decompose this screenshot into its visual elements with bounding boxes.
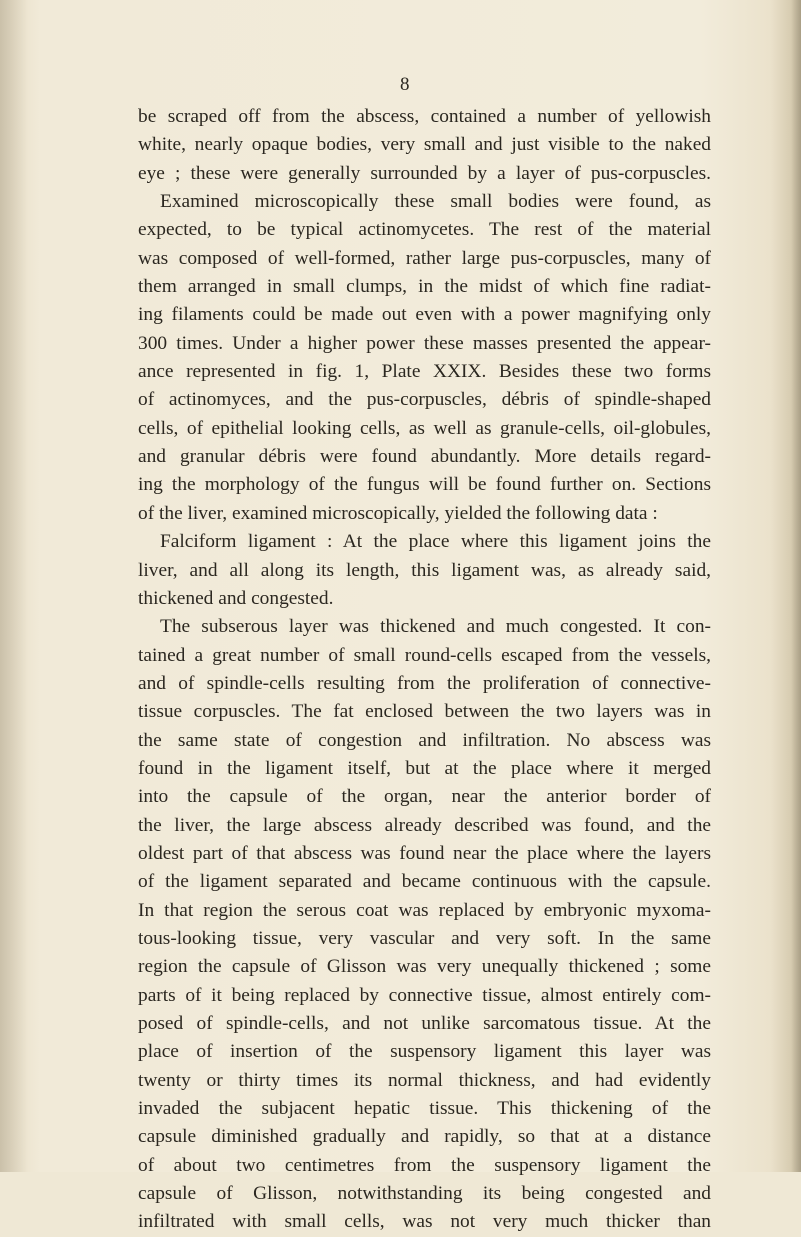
text-line: be scraped off from the abscess, contained a number of yellowish xyxy=(138,106,711,127)
text-line: them arranged in small clumps, in the midst of which fine radiat- xyxy=(138,276,711,298)
page-spine-shadow xyxy=(0,0,28,1172)
text-line: cells, of epithelial looking cells, as well as granule-cells, oil-globules, xyxy=(138,417,711,439)
text-line: of actinomyces, and the pus-corpuscles, débris of spindle-shaped xyxy=(138,389,711,411)
text-line: tissue corpuscles. The fat enclosed between the two layers was in xyxy=(138,701,711,723)
body-text xyxy=(138,103,711,1237)
text-line: found in the ligament itself, but at the place where it merged xyxy=(138,757,711,779)
text-line: ing the morphology of the fungus will be found further on. Sections xyxy=(138,474,711,496)
text-line: twenty or thirty times its normal thickness, and had evidently xyxy=(138,1069,711,1091)
page-number: 8 xyxy=(400,74,410,95)
text-line: thickened and congested. xyxy=(138,587,334,609)
text-line: In that region the serous coat was replaced by embryonic myxoma- xyxy=(138,899,711,921)
text-line: liver, and all along its length, this ligament was, as already said, xyxy=(138,559,711,581)
text-line: parts of it being replaced by connective tissue, almost entirely com- xyxy=(138,984,711,1006)
text-line: ing filaments could be made out even with a power magnifying only xyxy=(138,304,711,326)
text-line: capsule diminished gradually and rapidly, so that at a distance xyxy=(138,1126,711,1148)
text-line: 300 times. Under a higher power these masses presented the appear- xyxy=(138,332,711,354)
text-line: ance represented in fig. 1, Plate XXIX. Besides these two forms xyxy=(138,361,711,383)
text-line: Falciform ligament : At the place where this ligament joins the xyxy=(160,531,711,553)
text-line: was composed of well-formed, rather large pus-corpuscles, many of xyxy=(138,247,711,269)
text-line: The subserous layer was thickened and much congested. It con- xyxy=(160,616,711,638)
text-line: Examined microscopically these small bodies were found, as xyxy=(160,191,711,213)
text-line: expected, to be typical actinomycetes. The rest of the material xyxy=(138,219,711,241)
text-line: of about two centimetres from the suspensory ligament the xyxy=(138,1154,711,1176)
text-line: region the capsule of Glisson was very unequally thickened ; some xyxy=(138,956,711,978)
text-line: tained a great number of small round-cells escaped from the vessels, xyxy=(138,644,711,666)
text-line: and of spindle-cells resulting from the proliferation of connective- xyxy=(138,672,711,694)
text-line: posed of spindle-cells, and not unlike sarcomatous tissue. At the xyxy=(138,1013,711,1034)
text-line: the same state of congestion and infiltration. No abscess was xyxy=(138,729,711,751)
text-line: the liver, the large abscess already described was found, and the xyxy=(138,814,711,836)
text-line: invaded the subjacent hepatic tissue. This thickening of the xyxy=(138,1098,711,1120)
text-line: tous-looking tissue, very vascular and very soft. In the same xyxy=(138,927,711,949)
text-line: eye ; these were generally surrounded by a layer of pus-corpuscles. xyxy=(138,162,711,184)
text-line: capsule of Glisson, notwithstanding its being congested and xyxy=(138,1183,711,1205)
text-line: oldest part of that abscess was found near the place where the layers xyxy=(138,842,711,864)
text-line: into the capsule of the organ, near the anterior border of xyxy=(138,786,711,808)
page-edge-shadow xyxy=(791,0,801,1172)
text-line: white, nearly opaque bodies, very small and just visible to the naked xyxy=(138,134,711,156)
text-line: infiltrated with small cells, was not very much thicker than xyxy=(138,1211,711,1233)
text-line: and granular débris were found abundantly. More details regard- xyxy=(138,446,711,468)
text-line: place of insertion of the suspensory ligament this layer was xyxy=(138,1041,711,1063)
text-line: of the ligament separated and became continuous with the capsule. xyxy=(138,871,711,893)
text-line: of the liver, examined microscopically, yielded the following data : xyxy=(138,502,658,524)
